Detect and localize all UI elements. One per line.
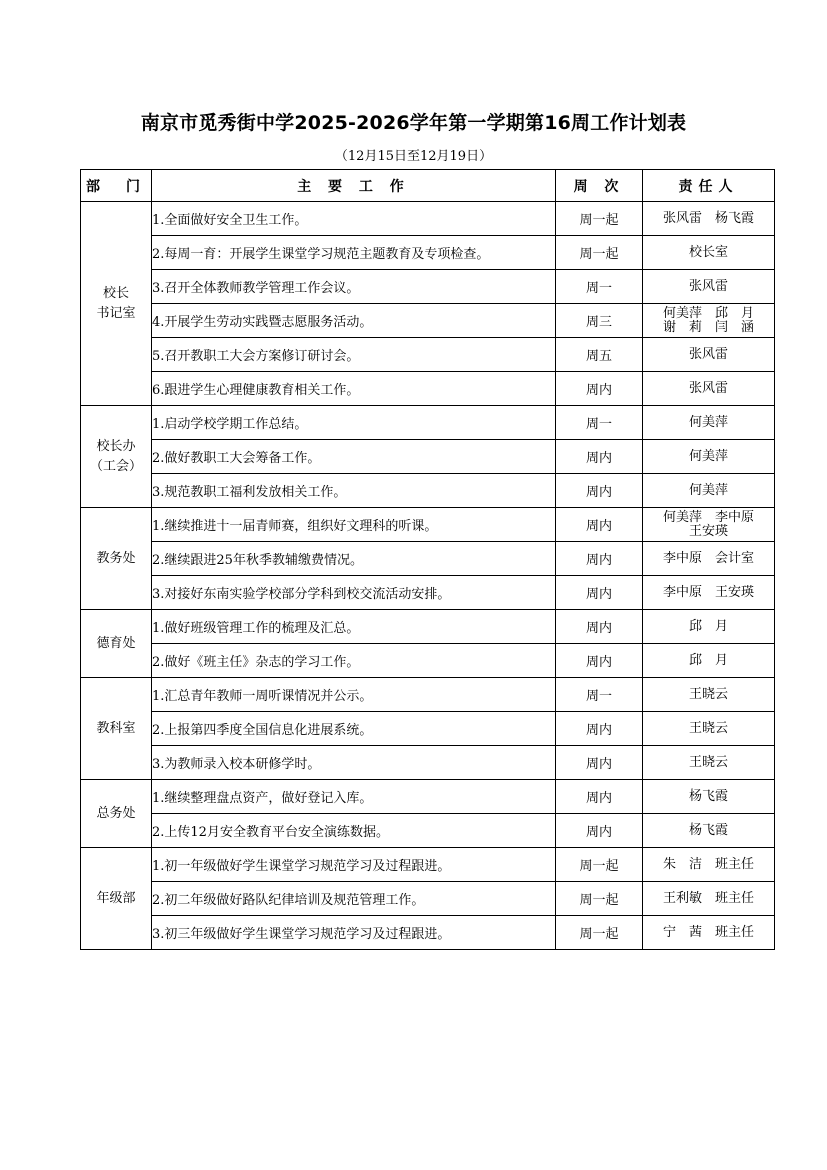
person-name: 张风雷 [688,346,728,362]
page-title: 南京市觅秀街中学2025-2026学年第一学期第16周工作计划表 [140,112,687,134]
person-cell [643,916,775,950]
table-row [81,440,775,474]
person-name: 杨飞霞 [688,822,728,838]
department-cell [81,406,152,508]
task-cell: 1.全面做好安全卫生工作。 [152,202,556,236]
task-cell: 1.继续整理盘点资产，做好登记入库。 [152,780,556,814]
header-dept: 部 门 [81,170,152,202]
person-name: 何美萍 李中原 [662,509,754,525]
week-cell: 周一 [556,678,643,712]
task-cell: 3.对接好东南实验学校部分学科到校交流活动安排。 [152,576,556,610]
table-row [81,338,775,372]
person-cell [643,440,775,474]
week-cell: 周内 [556,746,643,780]
person-name: 何美萍 [688,448,728,464]
week-cell: 周一起 [556,236,643,270]
person-cell [643,406,775,440]
person-name: 杨飞霞 [688,788,728,804]
person-name: 王利敏 班主任 [662,890,754,906]
person-name: 校长室 [688,244,728,260]
week-cell: 周一起 [556,916,643,950]
person-name: 王晓云 [688,754,728,770]
task-cell: 1.启动学校学期工作总结。 [152,406,556,440]
person-name: 王晓云 [688,686,728,702]
person-name: 王晓云 [688,720,728,736]
task-cell: 2.继续跟进25年秋季教辅缴费情况。 [152,542,556,576]
week-cell: 周内 [556,474,643,508]
table-row [81,304,775,338]
person-name: 何美萍 [688,482,728,498]
person-cell [643,780,775,814]
department-name: 书记室 [96,305,136,321]
task-cell: 3.初三年级做好学生课堂学习规范学习及过程跟进。 [152,916,556,950]
person-cell [643,610,775,644]
person-name: 王安瑛 [688,523,728,539]
table-row [81,508,775,542]
person-name: 邱 月 [688,652,728,668]
department-name: 总务处 [96,805,136,821]
week-cell: 周内 [556,610,643,644]
week-cell: 周三 [556,304,643,338]
person-cell [643,644,775,678]
table-row [81,712,775,746]
week-cell: 周内 [556,814,643,848]
header-task: 主 要 工 作 [152,170,556,202]
table-row [81,372,775,406]
department-cell [81,610,152,678]
person-cell [643,814,775,848]
task-cell: 3.规范教职工福利发放相关工作。 [152,474,556,508]
task-cell: 1.做好班级管理工作的梳理及汇总。 [152,610,556,644]
table-row [81,406,775,440]
table-row [81,848,775,882]
person-cell [643,236,775,270]
table-row [81,202,775,236]
task-cell: 2.初二年级做好路队纪律培训及规范管理工作。 [152,882,556,916]
task-cell: 4.开展学生劳动实践暨志愿服务活动。 [152,304,556,338]
task-cell: 3.为教师录入校本研修学时。 [152,746,556,780]
week-cell: 周内 [556,576,643,610]
table-row [81,576,775,610]
person-name: 张风雷 杨飞霞 [662,210,754,226]
person-cell [643,576,775,610]
table-row [81,474,775,508]
person-cell [643,882,775,916]
person-name: 邱 月 [688,618,728,634]
person-cell [643,746,775,780]
task-cell: 3.召开全体教师教学管理工作会议。 [152,270,556,304]
week-cell: 周一 [556,406,643,440]
table-body [81,202,775,950]
department-name: （工会） [89,458,142,474]
week-cell: 周一起 [556,848,643,882]
week-cell: 周内 [556,712,643,746]
department-name: 校长办 [96,438,136,454]
table-row [81,542,775,576]
department-cell [81,508,152,610]
task-cell: 2.上传12月安全教育平台安全演练数据。 [152,814,556,848]
task-cell: 1.继续推进十一届青师赛，组织好文理科的听课。 [152,508,556,542]
person-cell [643,712,775,746]
person-name: 李中原 会计室 [662,550,754,566]
table-row [81,814,775,848]
task-cell: 2.做好《班主任》杂志的学习工作。 [152,644,556,678]
person-name: 张风雷 [688,380,728,396]
week-cell: 周内 [556,372,643,406]
table-row [81,916,775,950]
table-row [81,882,775,916]
department-name: 校长 [102,285,129,301]
department-cell [81,848,152,950]
task-cell: 2.每周一育：开展学生课堂学习规范主题教育及专项检查。 [152,236,556,270]
department-name: 年级部 [96,890,136,906]
task-cell: 6.跟进学生心理健康教育相关工作。 [152,372,556,406]
person-cell [643,678,775,712]
table-row [81,270,775,304]
department-name: 教务处 [96,550,136,566]
person-cell [643,202,775,236]
week-cell: 周一 [556,270,643,304]
department-cell [81,202,152,406]
person-cell [643,474,775,508]
person-name: 宁 茜 班主任 [662,924,754,940]
person-name: 李中原 王安瑛 [662,584,754,600]
week-cell: 周内 [556,542,643,576]
person-cell [643,338,775,372]
task-cell: 1.初一年级做好学生课堂学习规范学习及过程跟进。 [152,848,556,882]
person-name: 朱 洁 班主任 [662,856,754,872]
week-cell: 周一起 [556,202,643,236]
table-row [81,780,775,814]
department-name: 教科室 [96,720,136,736]
week-cell: 周五 [556,338,643,372]
week-cell: 周内 [556,440,643,474]
week-cell: 周一起 [556,882,643,916]
table-row [81,678,775,712]
table-row [81,236,775,270]
person-cell [643,848,775,882]
work-plan-table [80,169,775,950]
header-week: 周 次 [556,170,643,202]
header-person: 责任人 [643,170,775,202]
department-cell [81,780,152,848]
table-row [81,610,775,644]
table-header-row [81,170,775,202]
table-row [81,644,775,678]
person-name: 张风雷 [688,278,728,294]
person-cell [643,508,775,542]
person-cell [643,372,775,406]
task-cell: 5.召开教职工大会方案修订研讨会。 [152,338,556,372]
week-cell: 周内 [556,508,643,542]
department-name: 德育处 [96,635,136,651]
person-cell [643,270,775,304]
task-cell: 1.汇总青年教师一周听课情况并公示。 [152,678,556,712]
person-cell [643,542,775,576]
person-name: 谢 莉 闫 涵 [662,319,754,335]
task-cell: 2.做好教职工大会筹备工作。 [152,440,556,474]
person-cell [643,304,775,338]
person-name: 何美萍 [688,414,728,430]
person-name: 何美萍 邱 月 [662,305,754,321]
week-cell: 周内 [556,644,643,678]
table-row [81,746,775,780]
department-cell [81,678,152,780]
week-cell: 周内 [556,780,643,814]
task-cell: 2.上报第四季度全国信息化进展系统。 [152,712,556,746]
date-range-subtitle: （12月15日至12月19日） [334,149,493,164]
